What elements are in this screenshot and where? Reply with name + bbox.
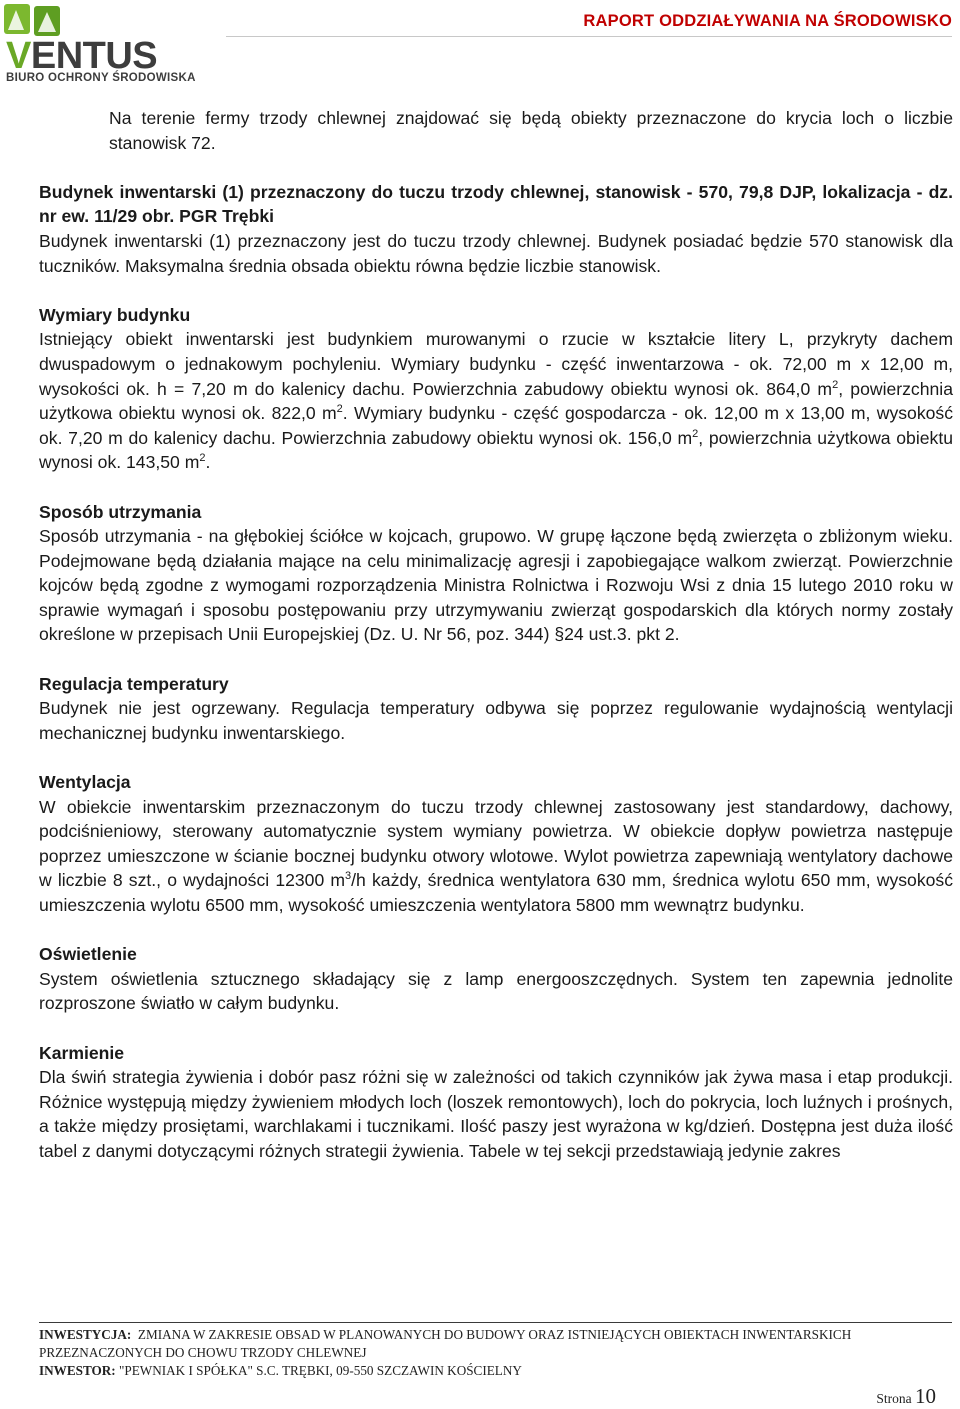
maintenance-heading: Sposób utrzymania (39, 501, 202, 522)
footer-investment-line-2: PRZEZNACZONYCH DO CHOWU TRZODY CHLEWNEJ (39, 1345, 367, 1360)
ventus-logo (4, 4, 224, 82)
spacer (39, 647, 953, 672)
page-number: Strona 10 (876, 1384, 936, 1408)
footer-investment-line: INWESTYCJA: ZMIANA W ZAKRESIE OBSAD W PLANOWANYCH DO BUDOWY ORAZ ISTNIEJĄCYCH OBIEKTACH INWENTARSKICH (39, 1327, 852, 1342)
header-divider (226, 36, 952, 37)
spacer (39, 475, 953, 500)
page-footer (39, 1322, 952, 1380)
ventilation-heading: Wentylacja (39, 772, 131, 793)
temperature-paragraph: Budynek nie jest ogrzewany. Regulacja temperatury odbywa się poprzez regulowanie wydajnością wentylacji mechanicznej budynku inwentarskiego. (39, 698, 953, 743)
spacer (39, 918, 953, 943)
footer-divider (39, 1322, 952, 1323)
ventilation-paragraph: W obiekcie inwentarskim przeznaczonym do tuczu trzody chlewnej zastosowany jest standardowy, dachowy, podciśnieniowy, sterowany automatycznie system wymiany powietrza. W obiekcie dopływ powietrza następuje poprzez umieszczone w ścianie bocznej budynku otwory wlotowe. Wylot powietrza zapewniają wentylatory dachowe w liczbie 8 szt., o wydajności 12300 $m^3/h$ każdy, średnica wentylatora 630 mm, średnica wylotu 650 mm, wysokość umieszczenia wylotu 6500 mm, wysokość umieszczenia wentylatora 5800 mm wewnątrz budynku. (39, 796, 953, 915)
lighting-heading: Oświetlenie (39, 944, 137, 965)
temperature-heading: Regulacja temperatury (39, 673, 229, 694)
spacer (39, 278, 953, 303)
spacer (39, 745, 953, 770)
spacer (39, 1016, 953, 1041)
lighting-paragraph: System oświetlenia sztucznego składający się z lamp energooszczędnych. System ten zapewnia jednolite rozproszone światło w całym budynku. (39, 968, 953, 1014)
dimensions-heading: Wymiary budynku (39, 304, 191, 325)
logo-subtitle: BIURO OCHRONY ŚRODOWISKA (6, 72, 196, 84)
document-body (39, 106, 953, 1164)
dimensions-paragraph: Istniejący obiekt inwentarski jest budynkiem murowanymi o rzucie w kształcie litery L, przykryty dachem dwuspadowym o jednakowym pochyleniu. Wymiary budynku - część inwentarzowa - ok. 72,00 m x 12,00 m, wysokości ok. h = 7,20 m do kalenicy dachu. Powierzchnia zabudowy obiektu wynosi ok. 864,0 $m^2$, powierzchnia użytkowa obiektu wynosi ok. 822,0 $m^2$. Wymiary budynku - część gospodarcza - ok. 12,00 m x 13,00 m, wysokość ok. 7,20 m do kalenicy dachu. Powierzchnia zabudowy obiektu wynosi ok. 156,0 $m^2$, powierzchnia użytkowa obiektu wynosi ok. 143,50 $m^2$. (39, 329, 953, 473)
feeding-paragraph: Dla świń strategia żywienia i dobór pasz różni się w zależności od takich czynników jak żywa masa i etap produkcji. Różnice występują między żywieniem młodych loch (loszek remontowych), loch do pokrycia, loch luźnych i prośnych, a także między prosiętami, warchlakami i tucznikami. Ilość paszy jest wyrażona w kg/dzień. Dostępna jest duża ilość tabel z danymi dotyczącymi różnych strategii żywienia. Tabele w tej sekcji przedstawiają jedynie zakres (39, 1067, 953, 1161)
building-heading: Budynek inwentarski (1) przeznaczony do tuczu trzody chlewnej, stanowisk - 570, 79,8 DJP, lokalizacja - dz. nr ew. 11/29 obr. PGR Trębki (39, 181, 953, 227)
feeding-heading: Karmienie (39, 1042, 125, 1063)
logo-wordmark: VENTUS (6, 35, 158, 77)
report-title: RAPORT ODDZIAŁYWANIA NA ŚRODOWISKO (583, 12, 952, 30)
footer-investor-line: INWESTOR: "PEWNIAK I SPÓŁKA" S.C. TRĘBKI, 09-550 SZCZAWIN KOŚCIELNY (39, 1363, 522, 1378)
maintenance-paragraph: Sposób utrzymania - na głębokiej ściółce w kojcach, grupowo. W grupę łączone będą zwierzęta o zbliżonym wieku. Podejmowane będą działania mające na celu minimalizację agresji i zapobiegające walkom zwierząt. Powierzchnie kojców będą zgodne z wymogami rozporządzenia Ministra Rolnictwa i Rozwoju Wsi z dnia 15 lutego 2010 roku w sprawie wymagań i sposobu postępowaniu przy utrzymywaniu zwierząt gospodarskich dla których normy zostały określone w przepisach Unii Europejskiej (Dz. U. Nr 56, poz. 344) §24 ust.3. pkt 2. (39, 526, 953, 645)
building-paragraph: Budynek inwentarski (1) przeznaczony jest do tuczu trzody chlewnej. Budynek posiadać będzie 570 stanowisk dla tuczników. Maksymalna średnia obsada obiektu równa będzie liczbie stanowisk. (39, 230, 953, 276)
intro-paragraph: Na terenie fermy trzody chlewnej znajdować się będą obiekty przeznaczone do krycia loch o liczbie stanowisk 72. (109, 108, 953, 153)
spacer (39, 155, 953, 180)
